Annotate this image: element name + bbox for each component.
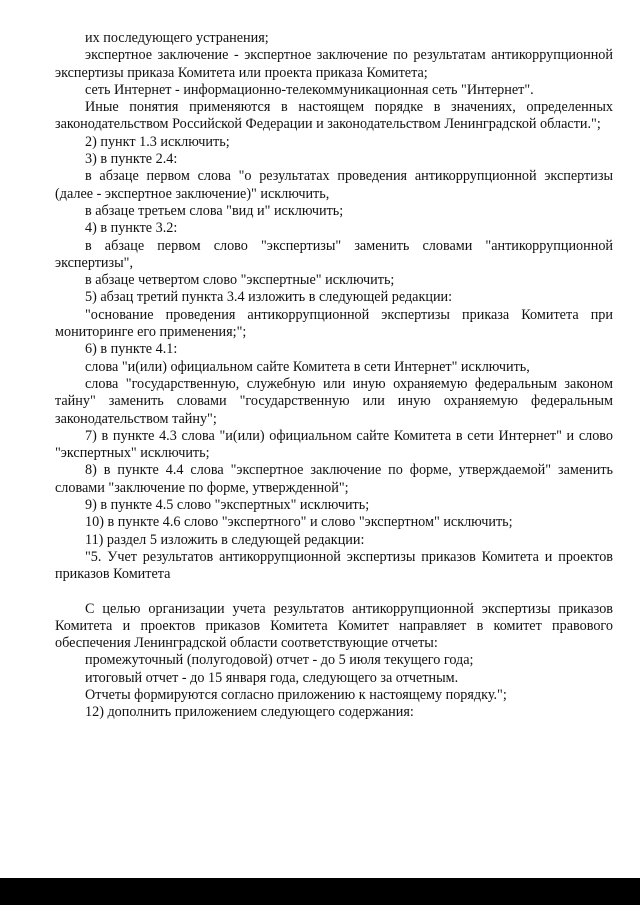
paragraph: 9) в пункте 4.5 слово "экспертных" исключить; (85, 497, 370, 514)
paragraph: промежуточный (полугодовой) отчет - до 5 июля текущего года; (85, 652, 474, 669)
paragraph: слова "государственную, служебную или иную охраняемую федеральным законом тайну" заменить словами "государственную или иную охраняемую федеральным законодательством тайну"; (55, 375, 613, 427)
paragraph: 12) дополнить приложением следующего содержания: (85, 704, 414, 721)
paragraph: 4) в пункте 3.2: (85, 220, 178, 237)
paragraph: 7) в пункте 4.3 слова "и(или) официальном сайте Комитета в сети Интернет" и слово "экспертных" исключить; (55, 427, 613, 462)
paragraph: Отчеты формируются согласно приложению к настоящему порядку."; (85, 686, 507, 703)
paragraph: в абзаце первом слово "экспертизы" заменить словами "антикоррупционной экспертизы", (55, 237, 613, 271)
section-heading: "5. Учет результатов антикоррупционной экспертизы приказов Комитета и проектов приказов Комитета (55, 548, 613, 583)
paragraph: 5) абзац третий пункта 3.4 изложить в следующей редакции: (85, 289, 453, 306)
paragraph: слова "и(или) официальном сайте Комитета в сети Интернет" исключить, (85, 358, 530, 375)
paragraph: итоговый отчет - до 15 января года, следующего за отчетным. (85, 669, 459, 686)
paragraph: 11) раздел 5 изложить в следующей редакции: (85, 531, 365, 548)
scan-bottom-edge (0, 878, 640, 905)
paragraph: 2) пункт 1.3 исключить; (85, 133, 230, 150)
paragraph: в абзаце третьем слова "вид и" исключить; (85, 202, 344, 219)
paragraph: в абзаце четвертом слово "экспертные" исключить; (85, 272, 395, 289)
paragraph: 8) в пункте 4.4 слова "экспертное заключение по форме, утверждаемой" заменить словами "заключение по форме, утвержденной"; (55, 462, 613, 496)
document-body (55, 30, 613, 722)
paragraph: экспертное заключение - экспертное заключение по результатам антикоррупционной экспертизы приказа Комитета или проекта приказа Комитета; (55, 47, 613, 81)
paragraph: Иные понятия применяются в настоящем порядке в значениях, определенных законодательством Российской Федерации и законодательством Ленинградской области."; (55, 99, 613, 133)
paragraph: "основание проведения антикоррупционной экспертизы приказа Комитета при мониторинге его применения;"; (55, 306, 613, 341)
paragraph: в абзаце первом слова "о результатах проведения антикоррупционной экспертизы (далее - экспертное заключение)" исключить, (55, 168, 613, 202)
paragraph: 10) в пункте 4.6 слово "экспертного" и слово "экспертном" исключить; (85, 514, 513, 531)
paragraph: 3) в пункте 2.4: (85, 151, 178, 168)
paragraph: сеть Интернет - информационно-телекоммуникационная сеть "Интернет". (85, 81, 534, 98)
paragraph: 6) в пункте 4.1: (85, 341, 178, 358)
paragraph: С целью организации учета результатов антикоррупционной экспертизы приказов Комитета и проектов приказов Комитета Комитет направляет в комитет правового обеспечения Ленинградской области соответствующие отчеты: (55, 600, 613, 652)
paragraph: их последующего устранения; (85, 30, 269, 46)
